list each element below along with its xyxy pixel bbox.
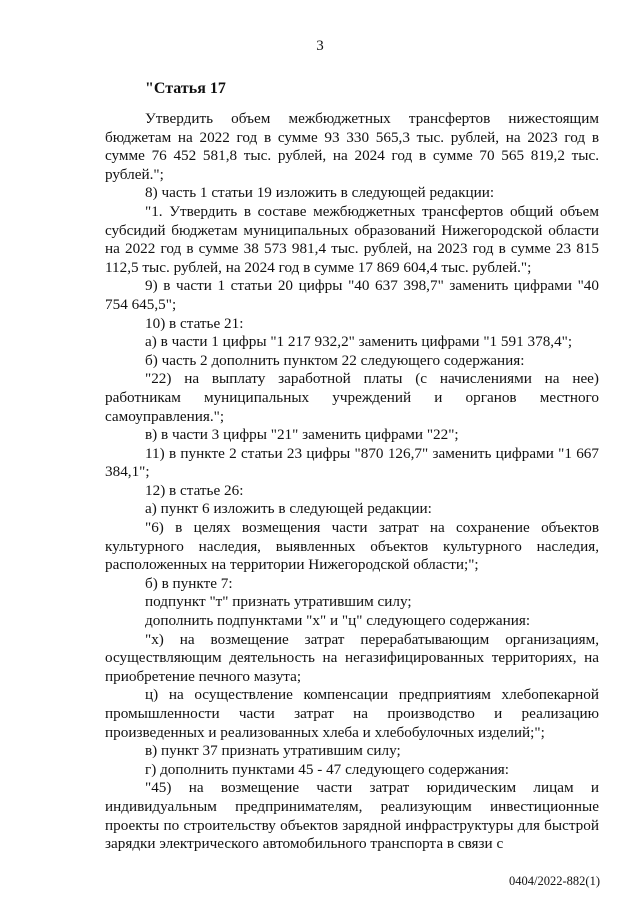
paragraph: "х) на возмещение затрат перерабатывающим организациям, осуществляющим деятельность на негазифицированных территориях, на приобретение печного мазута;	[105, 630, 599, 685]
paragraph: "6) в целях возмещения части затрат на сохранение объектов культурного наследия, выявленных объектов культурного наследия, расположенных на территории Нижегородской области;";	[105, 519, 599, 574]
document-code: 0404/2022-882(1)	[509, 874, 600, 888]
paragraph: 8) часть 1 статьи 19 изложить в следующей редакции:	[145, 184, 495, 202]
document-body	[105, 110, 599, 854]
paragraph: г) дополнить пунктами 45 - 47 следующего содержания:	[145, 760, 509, 778]
paragraph: Утвердить объем межбюджетных трансфертов нижестоящим бюджетам на 2022 год в сумме 93 330 565,3 тыс. рублей, на 2023 год в сумме 76 452 581,8 тыс. рублей, на 2024 год в сумме 70 565 819,2 тыс. рублей.";	[105, 110, 599, 183]
paragraph: а) в части 1 цифры "1 217 932,2" заменить цифрами "1 591 378,4";	[145, 333, 573, 351]
paragraph: 10) в статье 21:	[145, 314, 244, 332]
paragraph: 9) в части 1 статьи 20 цифры "40 637 398,7" заменить цифрами "40 754 645,5";	[105, 277, 599, 313]
paragraph: ц) на осуществление компенсации предприятиям хлебопекарной промышленности части затрат на производство и реализацию произведенных и реализованных хлеба и хлебобулочных изделий;";	[105, 686, 599, 741]
article-heading: "Статья 17	[145, 80, 226, 97]
paragraph: дополнить подпунктами "х" и "ц" следующего содержания:	[145, 612, 531, 630]
paragraph: 12) в статье 26:	[145, 481, 244, 499]
paragraph: в) в части 3 цифры "21" заменить цифрами "22";	[145, 426, 459, 444]
paragraph: 11) в пункте 2 статьи 23 цифры "870 126,7" заменить цифрами "1 667 384,1";	[105, 444, 599, 481]
paragraph: "45) на возмещение части затрат юридическим лицам и индивидуальным предпринимателям, реализующим инвестиционные проекты по строительству объектов зарядной инфраструктуры для быстрой зарядки электрического автомобильного транспорта в связи с	[105, 779, 599, 853]
page-number: 3	[316, 38, 324, 54]
paragraph: подпункт "т" признать утратившим силу;	[145, 593, 412, 611]
paragraph: "22) на выплату заработной платы (с начислениями на нее) работникам муниципальных учреждений и органов местного самоуправления.";	[105, 370, 599, 425]
paragraph: "1. Утвердить в составе межбюджетных трансфертов общий объем субсидий бюджетам муниципальных образований Нижегородской области на 2022 год в сумме 38 573 981,4 тыс. рублей, на 2023 год в сумме 23 815 112,5 тыс. рублей, на 2024 год в сумме 17 869 604,4 тыс. рублей.";	[105, 202, 599, 276]
paragraph: а) пункт 6 изложить в следующей редакции:	[145, 500, 432, 518]
paragraph: б) часть 2 дополнить пунктом 22 следующего содержания:	[145, 351, 525, 369]
paragraph: в) пункт 37 признать утратившим силу;	[145, 742, 401, 760]
paragraph: б) в пункте 7:	[145, 574, 233, 592]
